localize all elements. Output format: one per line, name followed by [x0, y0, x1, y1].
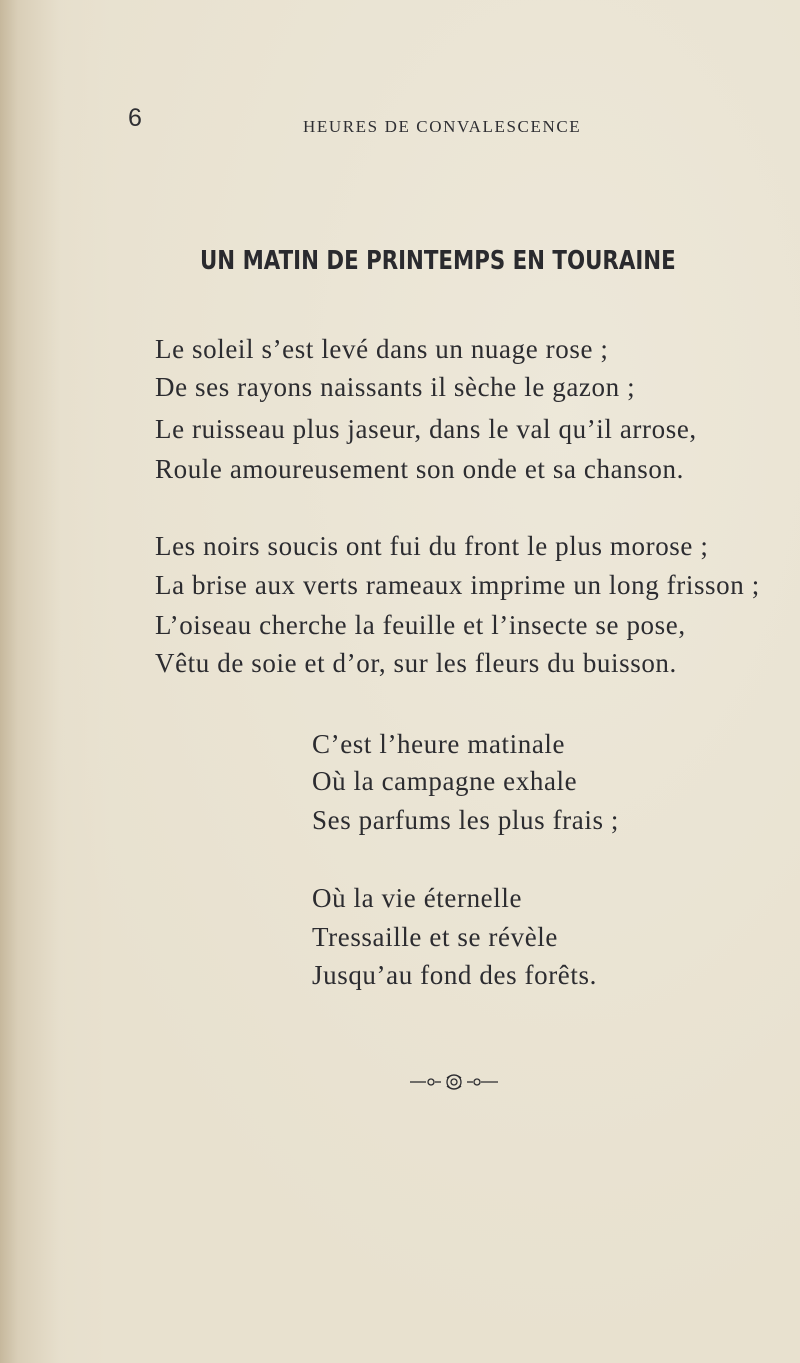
page-number: 6	[128, 104, 142, 132]
verse-line: Le soleil s’est levé dans un nuage rose ;	[155, 334, 609, 364]
running-head: HEURES DE CONVALESCENCE	[303, 117, 582, 136]
verse-line: Les noirs soucis ont fui du front le plus morose ;	[155, 531, 709, 561]
verse-line: Tressaille et se révèle	[312, 922, 558, 952]
poem-title: UN MATIN DE PRINTEMPS EN TOURAINE	[200, 246, 676, 276]
verse-line: Ses parfums les plus frais ;	[312, 805, 620, 835]
fleuron-icon	[408, 1072, 500, 1092]
verse-line: De ses rayons naissants il sèche le gazon ;	[155, 372, 636, 402]
verse-line: Où la campagne exhale	[312, 766, 578, 796]
verse-line: Vêtu de soie et d’or, sur les fleurs du buisson.	[155, 648, 677, 678]
verse-line: La brise aux verts rameaux imprime un long frisson ;	[155, 570, 760, 600]
verse-line: Jusqu’au fond des forêts.	[312, 960, 597, 990]
verse-line: Où la vie éternelle	[312, 883, 523, 913]
verse-line: C’est l’heure matinale	[312, 729, 566, 759]
verse-line: L’oiseau cherche la feuille et l’insecte se pose,	[155, 610, 686, 640]
verse-line: Roule amoureusement son onde et sa chanson.	[155, 454, 684, 484]
verse-line: Le ruisseau plus jaseur, dans le val qu’il arrose,	[155, 414, 697, 444]
